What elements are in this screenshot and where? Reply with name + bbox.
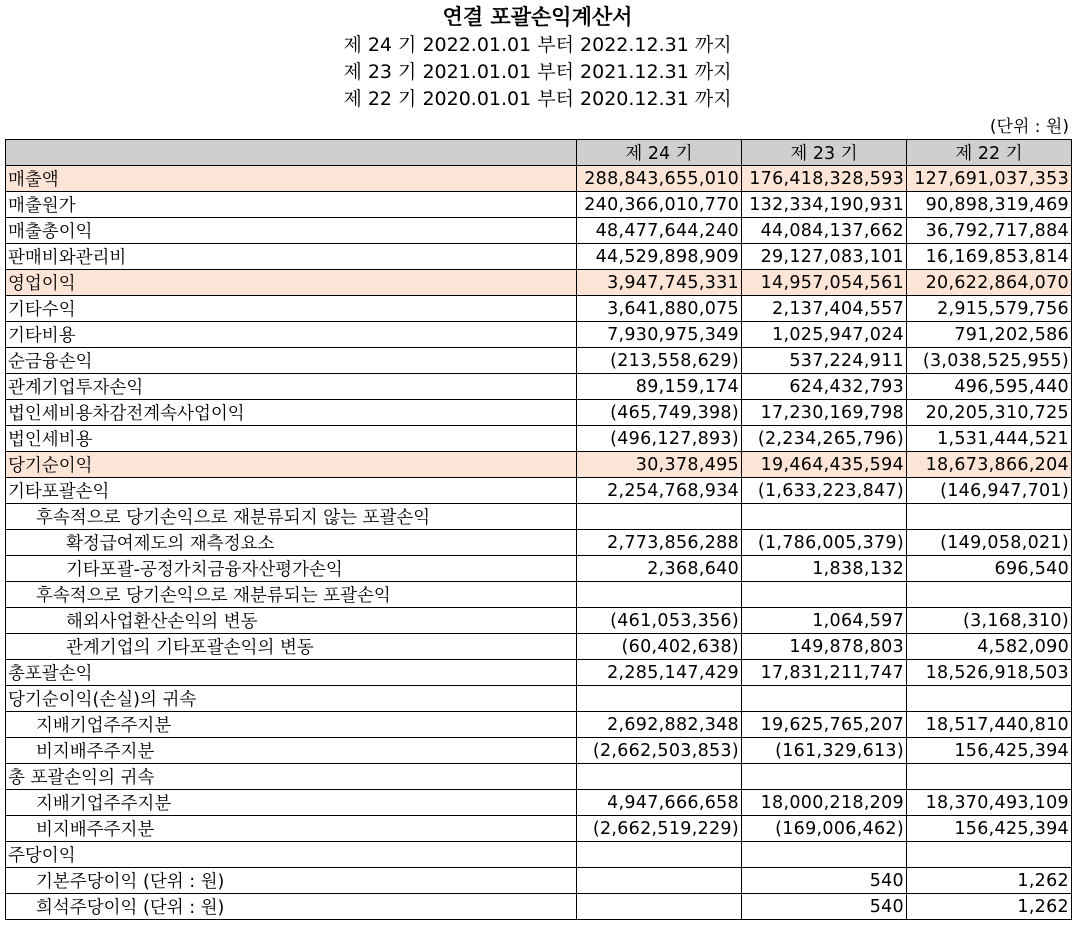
value-cell-period-24: 3,641,880,075 <box>577 296 742 322</box>
value-cell-period-22: (146,947,701) <box>907 478 1072 504</box>
value-cell-period-23: 14,957,054,561 <box>742 270 907 296</box>
value-cell-period-22: 18,673,866,204 <box>907 452 1072 478</box>
table-row <box>6 296 1072 322</box>
row-label: 당기순이익 <box>6 452 577 478</box>
row-label: 당기순이익(손실)의 귀속 <box>6 686 577 712</box>
row-label: 관계기업의 기타포괄손익의 변동 <box>6 634 577 660</box>
value-cell-period-23: 17,831,211,747 <box>742 660 907 686</box>
value-cell-period-23 <box>742 582 907 608</box>
table-row <box>6 400 1072 426</box>
value-cell-period-23: 540 <box>742 894 907 920</box>
value-cell-period-22: 36,792,717,884 <box>907 218 1072 244</box>
value-cell-period-22: (3,168,310) <box>907 608 1072 634</box>
table-row <box>6 322 1072 348</box>
header-label-cell <box>6 140 577 166</box>
row-label: 확정급여제도의 재측정요소 <box>6 530 577 556</box>
header-period-23: 제 23 기 <box>742 140 907 166</box>
value-cell-period-22: 20,622,864,070 <box>907 270 1072 296</box>
value-cell-period-24: 30,378,495 <box>577 452 742 478</box>
table-row <box>6 868 1072 894</box>
value-cell-period-23: 176,418,328,593 <box>742 166 907 192</box>
income-statement-table <box>5 139 1072 920</box>
table-row <box>6 764 1072 790</box>
value-cell-period-23: 44,084,137,662 <box>742 218 907 244</box>
value-cell-period-22 <box>907 504 1072 530</box>
unit-note: (단위 : 원) <box>989 117 1069 137</box>
table-row <box>6 738 1072 764</box>
row-label: 기타포괄-공정가치금융자산평가손익 <box>6 556 577 582</box>
value-cell-period-24: 3,947,745,331 <box>577 270 742 296</box>
table-row <box>6 634 1072 660</box>
value-cell-period-23: (169,006,462) <box>742 816 907 842</box>
row-label: 기타수익 <box>6 296 577 322</box>
table-row <box>6 842 1072 868</box>
table-row <box>6 582 1072 608</box>
value-cell-period-22 <box>907 686 1072 712</box>
value-cell-period-24: (2,662,519,229) <box>577 816 742 842</box>
statement-header <box>0 2 1075 113</box>
value-cell-period-24: (60,402,638) <box>577 634 742 660</box>
value-cell-period-24: 44,529,898,909 <box>577 244 742 270</box>
value-cell-period-23: (1,633,223,847) <box>742 478 907 504</box>
value-cell-period-22 <box>907 582 1072 608</box>
value-cell-period-23: 537,224,911 <box>742 348 907 374</box>
value-cell-period-23: 19,625,765,207 <box>742 712 907 738</box>
value-cell-period-22: 18,517,440,810 <box>907 712 1072 738</box>
value-cell-period-22: 496,595,440 <box>907 374 1072 400</box>
header-period-24: 제 24 기 <box>577 140 742 166</box>
value-cell-period-23: 1,838,132 <box>742 556 907 582</box>
table-row <box>6 270 1072 296</box>
value-cell-period-22 <box>907 764 1072 790</box>
value-cell-period-22: 127,691,037,353 <box>907 166 1072 192</box>
table-row <box>6 348 1072 374</box>
value-cell-period-24 <box>577 842 742 868</box>
row-label: 법인세비용차감전계속사업이익 <box>6 400 577 426</box>
table-row <box>6 660 1072 686</box>
row-label: 기본주당이익 (단위 : 원) <box>6 868 577 894</box>
table-row <box>6 192 1072 218</box>
value-cell-period-23: 29,127,083,101 <box>742 244 907 270</box>
row-label: 매출원가 <box>6 192 577 218</box>
row-label: 매출총이익 <box>6 218 577 244</box>
table-row <box>6 816 1072 842</box>
value-cell-period-24: 2,285,147,429 <box>577 660 742 686</box>
row-label: 비지배주주지분 <box>6 738 577 764</box>
period-line-23: 제 23 기 2021.01.01 부터 2021.12.31 까지 <box>343 61 732 83</box>
value-cell-period-23: 149,878,803 <box>742 634 907 660</box>
row-label: 비지배주주지분 <box>6 816 577 842</box>
value-cell-period-24: 288,843,655,010 <box>577 166 742 192</box>
value-cell-period-24 <box>577 686 742 712</box>
value-cell-period-24: 89,159,174 <box>577 374 742 400</box>
value-cell-period-22: 18,370,493,109 <box>907 790 1072 816</box>
row-label: 영업이익 <box>6 270 577 296</box>
value-cell-period-24: 2,254,768,934 <box>577 478 742 504</box>
value-cell-period-22: (3,038,525,955) <box>907 348 1072 374</box>
value-cell-period-22: 1,531,444,521 <box>907 426 1072 452</box>
row-label: 지배기업주주지분 <box>6 712 577 738</box>
row-label: 기타포괄손익 <box>6 478 577 504</box>
row-label: 희석주당이익 (단위 : 원) <box>6 894 577 920</box>
row-label: 해외사업환산손익의 변동 <box>6 608 577 634</box>
value-cell-period-22: 20,205,310,725 <box>907 400 1072 426</box>
value-cell-period-24: 240,366,010,770 <box>577 192 742 218</box>
table-row <box>6 452 1072 478</box>
table-body <box>6 166 1072 920</box>
value-cell-period-22: 156,425,394 <box>907 738 1072 764</box>
value-cell-period-24 <box>577 894 742 920</box>
value-cell-period-23: 624,432,793 <box>742 374 907 400</box>
value-cell-period-23: 132,334,190,931 <box>742 192 907 218</box>
value-cell-period-22: 1,262 <box>907 894 1072 920</box>
statement-title: 연결 포괄손익계산서 <box>442 5 633 29</box>
row-label: 기타비용 <box>6 322 577 348</box>
value-cell-period-22: 2,915,579,756 <box>907 296 1072 322</box>
value-cell-period-23 <box>742 842 907 868</box>
value-cell-period-23: 2,137,404,557 <box>742 296 907 322</box>
value-cell-period-24: 2,692,882,348 <box>577 712 742 738</box>
row-label: 주당이익 <box>6 842 577 868</box>
value-cell-period-23: 1,064,597 <box>742 608 907 634</box>
table-row <box>6 504 1072 530</box>
row-label: 총 포괄손익의 귀속 <box>6 764 577 790</box>
value-cell-period-22: 1,262 <box>907 868 1072 894</box>
value-cell-period-24: (496,127,893) <box>577 426 742 452</box>
table-row <box>6 218 1072 244</box>
value-cell-period-23: (161,329,613) <box>742 738 907 764</box>
value-cell-period-23: (1,786,005,379) <box>742 530 907 556</box>
value-cell-period-24: (213,558,629) <box>577 348 742 374</box>
value-cell-period-22: 90,898,319,469 <box>907 192 1072 218</box>
table-row <box>6 530 1072 556</box>
table-row <box>6 426 1072 452</box>
period-line-22: 제 22 기 2020.01.01 부터 2020.12.31 까지 <box>343 88 732 110</box>
value-cell-period-24: 48,477,644,240 <box>577 218 742 244</box>
value-cell-period-22: 156,425,394 <box>907 816 1072 842</box>
value-cell-period-23: (2,234,265,796) <box>742 426 907 452</box>
value-cell-period-24: 2,368,640 <box>577 556 742 582</box>
value-cell-period-23 <box>742 504 907 530</box>
period-line-24: 제 24 기 2022.01.01 부터 2022.12.31 까지 <box>343 34 732 56</box>
value-cell-period-22: (149,058,021) <box>907 530 1072 556</box>
value-cell-period-24 <box>577 582 742 608</box>
value-cell-period-24: 2,773,856,288 <box>577 530 742 556</box>
table-row <box>6 686 1072 712</box>
value-cell-period-23 <box>742 764 907 790</box>
value-cell-period-24 <box>577 504 742 530</box>
row-label: 순금융손익 <box>6 348 577 374</box>
value-cell-period-22: 791,202,586 <box>907 322 1072 348</box>
row-label: 매출액 <box>6 166 577 192</box>
value-cell-period-22: 16,169,853,814 <box>907 244 1072 270</box>
value-cell-period-24 <box>577 868 742 894</box>
row-label: 총포괄손익 <box>6 660 577 686</box>
header-period-22: 제 22 기 <box>907 140 1072 166</box>
row-label: 판매비와관리비 <box>6 244 577 270</box>
row-label: 후속적으로 당기손익으로 재분류되지 않는 포괄손익 <box>6 504 577 530</box>
value-cell-period-23: 540 <box>742 868 907 894</box>
table-header-row <box>6 140 1072 166</box>
value-cell-period-24 <box>577 764 742 790</box>
value-cell-period-24: (461,053,356) <box>577 608 742 634</box>
value-cell-period-22: 18,526,918,503 <box>907 660 1072 686</box>
value-cell-period-23: 19,464,435,594 <box>742 452 907 478</box>
value-cell-period-23: 18,000,218,209 <box>742 790 907 816</box>
value-cell-period-22: 696,540 <box>907 556 1072 582</box>
value-cell-period-22: 4,582,090 <box>907 634 1072 660</box>
value-cell-period-23: 1,025,947,024 <box>742 322 907 348</box>
value-cell-period-24: 7,930,975,349 <box>577 322 742 348</box>
row-label: 법인세비용 <box>6 426 577 452</box>
table-row <box>6 608 1072 634</box>
value-cell-period-23 <box>742 686 907 712</box>
row-label: 지배기업주주지분 <box>6 790 577 816</box>
value-cell-period-24: (465,749,398) <box>577 400 742 426</box>
table-row <box>6 478 1072 504</box>
row-label: 후속적으로 당기손익으로 재분류되는 포괄손익 <box>6 582 577 608</box>
row-label: 관계기업투자손익 <box>6 374 577 400</box>
value-cell-period-24: 4,947,666,658 <box>577 790 742 816</box>
value-cell-period-24: (2,662,503,853) <box>577 738 742 764</box>
value-cell-period-22 <box>907 842 1072 868</box>
table-row <box>6 790 1072 816</box>
value-cell-period-23: 17,230,169,798 <box>742 400 907 426</box>
table-row <box>6 712 1072 738</box>
table-row <box>6 894 1072 920</box>
table-row <box>6 374 1072 400</box>
table-row <box>6 556 1072 582</box>
table-row <box>6 166 1072 192</box>
table-row <box>6 244 1072 270</box>
